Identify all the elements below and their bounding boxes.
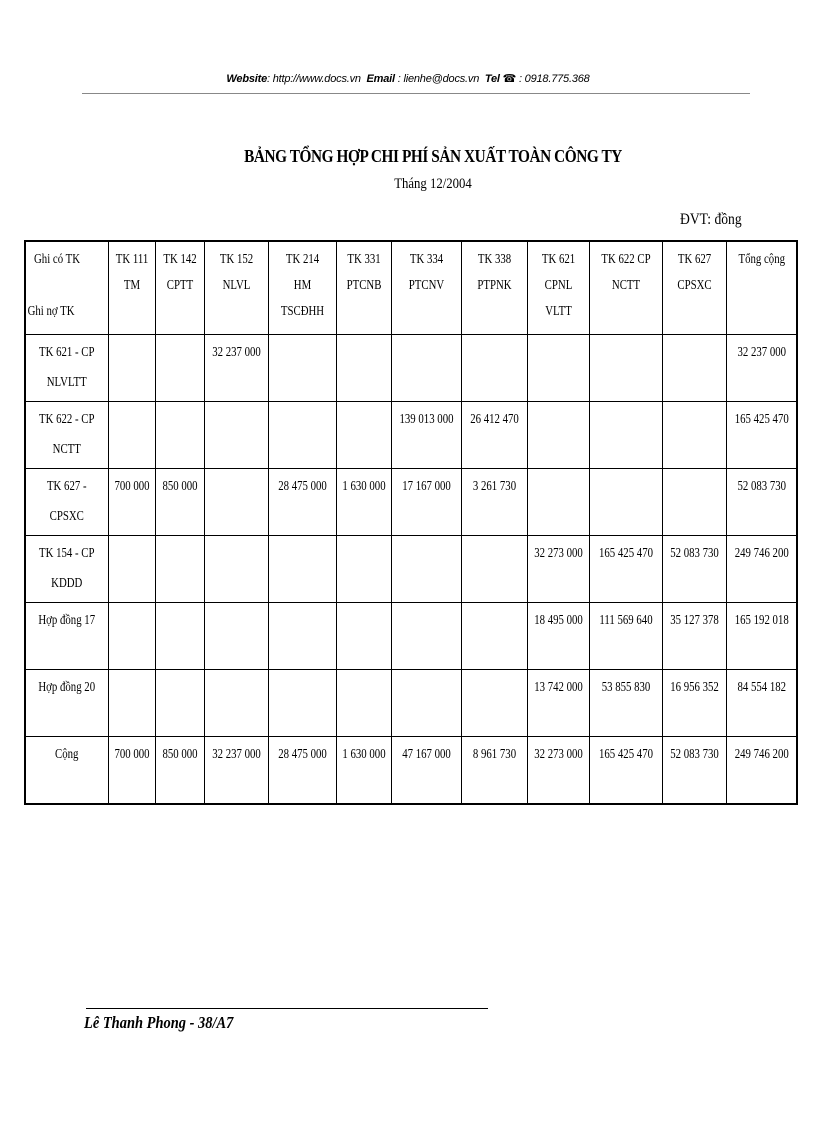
cell-value xyxy=(597,469,655,473)
table-cell xyxy=(726,737,797,805)
column-header-line: NCTT xyxy=(611,277,640,292)
cell-value: 53 855 830 xyxy=(601,679,650,694)
cell-value: 28 475 000 xyxy=(277,746,327,761)
table-cell xyxy=(155,737,204,805)
column-header-line: TK 142 xyxy=(162,251,197,266)
cell-value xyxy=(113,603,150,607)
column-header-line: PTPNK xyxy=(476,277,512,292)
cell-value xyxy=(275,335,329,339)
row-label-line: NLVLTT xyxy=(46,374,87,389)
table-cell xyxy=(726,670,797,737)
table-row xyxy=(25,737,797,805)
cell-value: 850 000 xyxy=(161,746,198,761)
cell-value xyxy=(113,670,150,674)
corner-header xyxy=(25,241,108,335)
column-header-line: PTCNB xyxy=(346,277,381,292)
cell-value: 32 237 000 xyxy=(736,344,786,359)
table-row xyxy=(25,670,797,737)
table-cell xyxy=(527,670,589,737)
table-cell xyxy=(336,335,391,402)
cell-value: 165 192 018 xyxy=(734,612,789,627)
table-cell xyxy=(726,469,797,536)
cell-value: 52 083 730 xyxy=(736,478,786,493)
table-cell xyxy=(391,536,461,603)
table-cell xyxy=(461,603,527,670)
cell-value xyxy=(534,469,583,473)
column-header xyxy=(268,241,336,335)
cell-value xyxy=(211,670,261,674)
table-cell xyxy=(155,603,204,670)
tel-label: Tel xyxy=(484,73,500,85)
website-label: Website xyxy=(226,73,267,85)
column-header-line: Tổng cộng xyxy=(738,251,785,266)
cell-value xyxy=(342,670,385,674)
row-label-line: KDDD xyxy=(51,575,83,590)
phone-icon: ☎ xyxy=(502,73,517,85)
table-cell xyxy=(268,469,336,536)
column-header-line: TK 152 xyxy=(219,251,253,266)
cell-value xyxy=(534,335,583,339)
table-row xyxy=(25,603,797,670)
row-label-line: CPSXC xyxy=(49,508,84,523)
column-header-line: NLVL xyxy=(222,277,250,292)
table-cell xyxy=(589,335,662,402)
cell-value xyxy=(342,536,385,540)
cell-value: 700 000 xyxy=(113,746,150,761)
cell-value xyxy=(468,603,520,607)
row-label xyxy=(25,469,108,536)
cell-value xyxy=(113,536,150,540)
row-label-line: TK 627 - xyxy=(46,478,87,493)
column-header xyxy=(589,241,662,335)
table-row xyxy=(25,536,797,603)
column-header xyxy=(662,241,726,335)
table-cell xyxy=(589,670,662,737)
table-cell xyxy=(726,536,797,603)
table-cell xyxy=(336,670,391,737)
row-label-line: Hợp đồng 17 xyxy=(38,612,96,627)
cell-value xyxy=(534,402,583,406)
table-cell xyxy=(461,737,527,805)
table-cell xyxy=(461,670,527,737)
row-label xyxy=(25,603,108,670)
cell-value xyxy=(160,402,198,406)
table-cell xyxy=(204,737,268,805)
table-cell xyxy=(726,335,797,402)
cell-value xyxy=(342,603,385,607)
website-value[interactable]: : http://www.docs.vn xyxy=(267,73,361,85)
column-header-line: TK 334 xyxy=(409,251,443,266)
cost-summary-table xyxy=(24,240,798,805)
table-row xyxy=(25,402,797,469)
cell-value: 165 425 470 xyxy=(598,545,653,560)
table-cell xyxy=(391,737,461,805)
table-cell xyxy=(155,335,204,402)
table-cell xyxy=(461,536,527,603)
cell-value xyxy=(597,335,655,339)
table-cell xyxy=(527,536,589,603)
cell-value: 32 273 000 xyxy=(533,545,583,560)
cell-value xyxy=(342,335,385,339)
cell-value xyxy=(669,469,719,473)
table-cell xyxy=(108,737,155,805)
cell-value: 249 746 200 xyxy=(734,545,789,560)
column-header-line: CPSXC xyxy=(676,277,712,292)
cell-value: 26 412 470 xyxy=(469,411,519,426)
table-cell xyxy=(726,402,797,469)
cell-value: 17 167 000 xyxy=(401,478,451,493)
column-header xyxy=(108,241,155,335)
cell-value: 84 554 182 xyxy=(736,679,786,694)
cell-value xyxy=(113,402,150,406)
table-cell xyxy=(662,670,726,737)
table-cell xyxy=(589,737,662,805)
cell-value xyxy=(160,536,198,540)
cell-value: 13 742 000 xyxy=(533,679,583,694)
table-cell xyxy=(527,335,589,402)
cell-value xyxy=(211,469,261,473)
table-cell xyxy=(108,335,155,402)
column-header xyxy=(336,241,391,335)
cell-value xyxy=(113,335,150,339)
column-header-line: TK 331 xyxy=(346,251,381,266)
row-label-line: Hợp đồng 20 xyxy=(38,679,96,694)
table-cell xyxy=(662,603,726,670)
header-divider xyxy=(82,93,750,94)
table-row xyxy=(25,469,797,536)
column-header-line: PTCNV xyxy=(408,277,444,292)
cell-value: 1 630 000 xyxy=(341,478,386,493)
table-cell xyxy=(336,536,391,603)
table-cell xyxy=(336,603,391,670)
column-header xyxy=(204,241,268,335)
cell-value: 1 630 000 xyxy=(341,746,386,761)
table-cell xyxy=(108,536,155,603)
table-cell xyxy=(589,469,662,536)
table-cell xyxy=(108,603,155,670)
column-header-line: TSCĐHH xyxy=(280,303,324,318)
table-cell xyxy=(155,536,204,603)
cell-value: 700 000 xyxy=(113,478,150,493)
cell-value xyxy=(160,603,198,607)
cell-value: 16 956 352 xyxy=(669,679,719,694)
page-header xyxy=(0,72,816,85)
cell-value: 35 127 378 xyxy=(669,612,719,627)
table-cell xyxy=(268,737,336,805)
cell-value xyxy=(398,670,453,674)
column-header-line: TK 627 xyxy=(677,251,711,266)
table-cell xyxy=(527,402,589,469)
table-cell xyxy=(391,402,461,469)
email-label: Email xyxy=(366,73,395,85)
column-header-line: HM xyxy=(293,277,311,292)
cell-value xyxy=(211,402,261,406)
table-cell xyxy=(336,402,391,469)
table-cell xyxy=(204,603,268,670)
column-header-line: TK 338 xyxy=(477,251,511,266)
cell-value: 8 961 730 xyxy=(472,746,516,761)
table-cell xyxy=(589,536,662,603)
table-cell xyxy=(461,402,527,469)
table-cell xyxy=(391,469,461,536)
table-cell xyxy=(527,603,589,670)
row-label xyxy=(25,670,108,737)
cell-value: 850 000 xyxy=(161,478,198,493)
cell-value xyxy=(398,536,453,540)
cell-value xyxy=(342,402,385,406)
cell-value xyxy=(211,603,261,607)
tel-value: : 0918.775.368 xyxy=(518,73,590,85)
row-label-line: Cộng xyxy=(55,746,79,761)
column-header xyxy=(461,241,527,335)
column-header-line: TK 111 xyxy=(115,251,148,266)
table-cell xyxy=(391,335,461,402)
column-header xyxy=(726,241,797,335)
table-cell xyxy=(336,737,391,805)
table-cell xyxy=(662,402,726,469)
table-cell xyxy=(108,469,155,536)
cell-value xyxy=(160,670,198,674)
table-cell xyxy=(204,536,268,603)
table-cell xyxy=(268,402,336,469)
footer-divider xyxy=(86,1008,488,1009)
table-cell xyxy=(527,469,589,536)
cell-value: 3 261 730 xyxy=(472,478,516,493)
table-cell xyxy=(155,670,204,737)
table-cell xyxy=(726,603,797,670)
cell-value: 249 746 200 xyxy=(734,746,789,761)
cell-value: 28 475 000 xyxy=(277,478,327,493)
cell-value xyxy=(669,402,719,406)
table-row xyxy=(25,335,797,402)
table-cell xyxy=(391,603,461,670)
column-header-line: CPTT xyxy=(166,277,193,292)
table-cell xyxy=(204,402,268,469)
cell-value xyxy=(398,603,453,607)
cell-value: 32 273 000 xyxy=(533,746,583,761)
row-label xyxy=(25,536,108,603)
table-cell xyxy=(527,737,589,805)
cell-value: 32 237 000 xyxy=(211,344,261,359)
table-cell xyxy=(391,670,461,737)
table-cell xyxy=(589,402,662,469)
corner-credit-label: Ghi có TK xyxy=(34,251,80,266)
table-cell xyxy=(155,469,204,536)
table-header-row xyxy=(25,241,797,335)
cell-value xyxy=(160,335,198,339)
cell-value xyxy=(275,402,329,406)
table-cell xyxy=(662,737,726,805)
cell-value: 111 569 640 xyxy=(598,612,653,627)
column-header-line: TK 622 CP xyxy=(600,251,651,266)
table-cell xyxy=(662,469,726,536)
column-header-line: VLTT xyxy=(544,303,572,318)
cell-value: 18 495 000 xyxy=(533,612,583,627)
column-header-line: TM xyxy=(123,277,140,292)
cell-value: 52 083 730 xyxy=(669,746,719,761)
table-cell xyxy=(662,536,726,603)
table-cell xyxy=(108,670,155,737)
unit-label: ĐVT: đồng xyxy=(680,211,742,228)
table-cell xyxy=(268,603,336,670)
table-cell xyxy=(268,335,336,402)
cell-value: 32 237 000 xyxy=(211,746,261,761)
row-label-line: TK 621 - CP xyxy=(38,344,95,359)
cell-value xyxy=(275,603,329,607)
table-cell xyxy=(461,469,527,536)
corner-debit-label: Ghi nợ TK xyxy=(27,303,75,318)
table-cell xyxy=(268,670,336,737)
table-cell xyxy=(204,670,268,737)
email-value[interactable]: : lienhe@docs.vn xyxy=(397,73,480,85)
column-header xyxy=(527,241,589,335)
cell-value xyxy=(398,335,453,339)
column-header xyxy=(391,241,461,335)
row-label-line: TK 154 - CP xyxy=(38,545,95,560)
row-label-line: NCTT xyxy=(52,441,81,456)
column-header-line: CPNL xyxy=(544,277,572,292)
cell-value xyxy=(468,335,520,339)
table-cell xyxy=(155,402,204,469)
table-cell xyxy=(268,536,336,603)
row-label xyxy=(25,402,108,469)
row-label-line: TK 622 - CP xyxy=(38,411,95,426)
cell-value: 165 425 470 xyxy=(598,746,653,761)
cell-value xyxy=(211,536,261,540)
column-header-line: TK 621 xyxy=(541,251,575,266)
table-cell xyxy=(204,469,268,536)
cell-value xyxy=(597,402,655,406)
cell-value: 47 167 000 xyxy=(401,746,451,761)
row-label xyxy=(25,335,108,402)
document-subtitle: Tháng 12/2004 xyxy=(394,176,472,192)
table-cell xyxy=(108,402,155,469)
cell-value: 139 013 000 xyxy=(399,411,453,426)
cell-value xyxy=(275,536,329,540)
table-cell xyxy=(461,335,527,402)
column-header-line: TK 214 xyxy=(285,251,319,266)
cell-value: 165 425 470 xyxy=(734,411,789,426)
cell-value: 52 083 730 xyxy=(669,545,719,560)
table-cell xyxy=(336,469,391,536)
table-cell xyxy=(204,335,268,402)
cell-value xyxy=(468,536,520,540)
page-footer: Lê Thanh Phong - 38/A7 xyxy=(84,1013,234,1032)
column-header xyxy=(155,241,204,335)
cell-value xyxy=(468,670,520,674)
table-cell xyxy=(662,335,726,402)
document-title: BẢNG TỔNG HỢP CHI PHÍ SẢN XUẤT TOÀN CÔNG TY xyxy=(244,146,622,166)
row-label xyxy=(25,737,108,805)
cell-value xyxy=(669,335,719,339)
table-cell xyxy=(589,603,662,670)
cell-value xyxy=(275,670,329,674)
